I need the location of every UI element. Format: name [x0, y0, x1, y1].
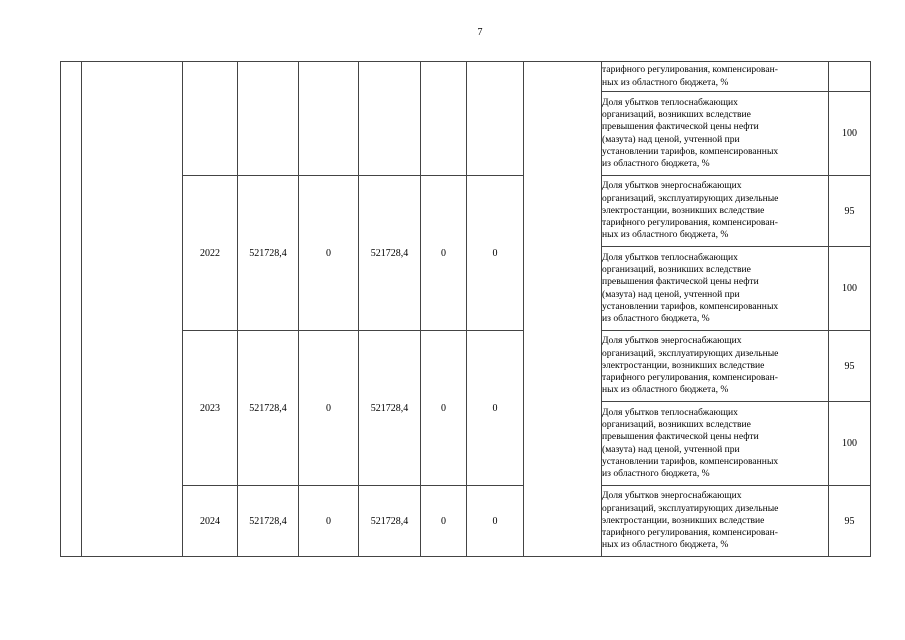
federal-budget-cell: 0 — [299, 331, 359, 486]
federal-budget-cell: 0 — [299, 176, 359, 331]
regional-budget-cell: 521728,4 — [359, 331, 421, 486]
indicator-value-cell: 100 — [829, 247, 871, 331]
indicator-description-line: из областного бюджета, % — [602, 313, 710, 325]
indicator-description-line: организаций, эксплуатирующих дизельные — [602, 347, 779, 359]
regional-budget-cell: 521728,4 — [359, 176, 421, 331]
total-amount-cell: 521728,4 — [238, 176, 299, 331]
indicator-description-line: организаций, возникших вследствие — [602, 263, 751, 275]
indicator-description-line: Доля убытков энергоснабжающих — [602, 180, 742, 192]
indicator-description-line: организаций, эксплуатирующих дизельные — [602, 192, 779, 204]
measure-name-cell — [82, 62, 183, 557]
indicator-description-line: установлении тарифов, компенсированных — [602, 455, 779, 467]
indicator-description-line: Доля убытков энергоснабжающих — [602, 490, 742, 502]
regional-budget-cell — [359, 62, 421, 176]
indicator-description-cell — [602, 176, 829, 247]
indicator-description-line: организаций, возникших вследствие — [602, 418, 751, 430]
indicator-value-cell: 95 — [829, 486, 871, 557]
local-budget-cell: 0 — [421, 331, 467, 486]
local-budget-cell: 0 — [421, 486, 467, 557]
other-sources-cell: 0 — [467, 486, 524, 557]
indicator-description-line: ных из областного бюджета, % — [602, 539, 729, 551]
indicator-description-line: Доля убытков теплоснабжающих — [602, 251, 738, 263]
indicator-description-line: электростанции, возникших вследствие — [602, 514, 765, 526]
responsible-cell — [524, 62, 602, 557]
indicator-description-line: Доля убытков теплоснабжающих — [602, 96, 738, 108]
indicator-description-line: электростанции, возникших вследствие — [602, 359, 765, 371]
indicator-description-line: (мазута) над ценой, учтенной при — [602, 288, 740, 300]
indicator-description-line: ных из областного бюджета, % — [602, 76, 729, 88]
indicator-description-line: тарифного регулирования, компенсирован- — [602, 372, 778, 384]
table-row — [61, 331, 871, 402]
indicator-description-line: тарифного регулирования, компенсирован- — [602, 64, 778, 76]
local-budget-cell — [421, 62, 467, 176]
indicator-description-cell — [602, 486, 829, 557]
year-cell: 2023 — [183, 331, 238, 486]
total-amount-cell: 521728,4 — [238, 486, 299, 557]
table-body — [61, 62, 871, 557]
indicator-description-line: ных из областного бюджета, % — [602, 229, 729, 241]
table-row — [61, 176, 871, 247]
indicator-description-line: Доля убытков энергоснабжающих — [602, 335, 742, 347]
indicator-description-cell — [602, 247, 829, 331]
local-budget-cell: 0 — [421, 176, 467, 331]
other-sources-cell: 0 — [467, 176, 524, 331]
other-sources-cell — [467, 62, 524, 176]
indicator-description-line: (мазута) над ценой, учтенной при — [602, 443, 740, 455]
indicator-description-line: превышения фактической цены нефти — [602, 276, 759, 288]
indicator-description-line: организаций, эксплуатирующих дизельные — [602, 502, 779, 514]
indicator-description-cell — [602, 92, 829, 176]
indicator-value-cell: 100 — [829, 402, 871, 486]
table-row — [61, 62, 871, 92]
other-sources-cell: 0 — [467, 331, 524, 486]
indicator-description-line: организаций, возникших вследствие — [602, 108, 751, 120]
indicator-description-line: установлении тарифов, компенсированных — [602, 145, 779, 157]
indicator-description-cell — [602, 62, 829, 92]
federal-budget-cell — [299, 62, 359, 176]
row-index-cell — [61, 62, 82, 557]
federal-budget-cell: 0 — [299, 486, 359, 557]
indicator-description-line: тарифного регулирования, компенсирован- — [602, 217, 778, 229]
indicator-description-line: тарифного регулирования, компенсирован- — [602, 527, 778, 539]
budget-table — [60, 61, 871, 557]
indicator-value-cell: 95 — [829, 331, 871, 402]
page-number: 7 — [477, 27, 483, 38]
total-amount-cell: 521728,4 — [238, 331, 299, 486]
total-amount-cell — [238, 62, 299, 176]
indicator-description-line: электростанции, возникших вследствие — [602, 204, 765, 216]
table-row — [61, 486, 871, 557]
regional-budget-cell: 521728,4 — [359, 486, 421, 557]
indicator-description-cell — [602, 402, 829, 486]
indicator-value-cell: 95 — [829, 176, 871, 247]
indicator-description-line: из областного бюджета, % — [602, 468, 710, 480]
year-cell: 2022 — [183, 176, 238, 331]
indicator-description-line: из областного бюджета, % — [602, 158, 710, 170]
indicator-description-cell — [602, 331, 829, 402]
indicator-value-cell: 100 — [829, 92, 871, 176]
indicator-description-line: превышения фактической цены нефти — [602, 121, 759, 133]
year-cell: 2024 — [183, 486, 238, 557]
indicator-description-line: Доля убытков теплоснабжающих — [602, 406, 738, 418]
indicator-description-line: превышения фактической цены нефти — [602, 431, 759, 443]
indicator-description-line: ных из областного бюджета, % — [602, 384, 729, 396]
indicator-description-line: установлении тарифов, компенсированных — [602, 300, 779, 312]
indicator-description-line: (мазута) над ценой, учтенной при — [602, 133, 740, 145]
indicator-value-cell — [829, 62, 871, 92]
year-cell — [183, 62, 238, 176]
